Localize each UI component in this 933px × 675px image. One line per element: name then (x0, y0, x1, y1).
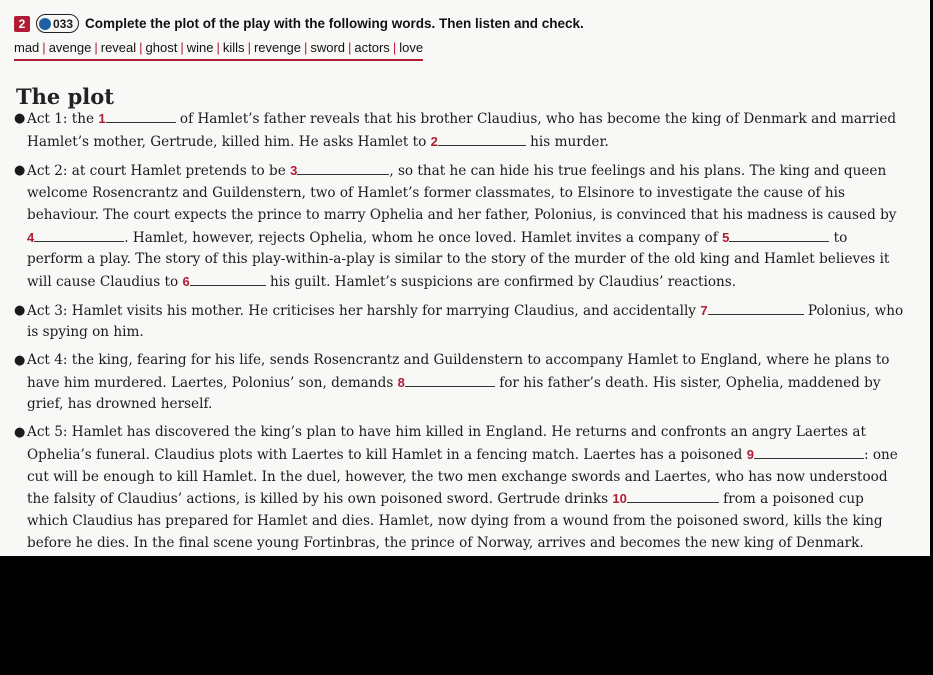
act-2-paragraph: ● Act 2: at court Hamlet pretends to be 3 , so that he can hide his true feelings and his plans. The king and queen welcome Rosencrantz and Guildenstern, two of Hamlet’s former classmates, to Elsinore to investigate the cause of his behaviour. The court expects the prince to marry Ophelia and her father, Polonius, is convinced that his madness is caused by 4 . Hamlet, however, rejects Ophelia, whom he once loved. Hamlet invites a company of 5 to perform a play. The story of this play-within-a-play is similar to the story of the murder of the old king and Hamlet believes it will cause Claudius to 6 his guilt. Hamlet’s suspicions are confirmed by Claudius’ reactions. (27, 160, 907, 293)
word-box-item: actors (354, 40, 390, 55)
act-1-paragraph: ● Act 1: the 1 of Hamlet’s father reveals that his brother Claudius, who has become the king of Denmark and married Hamlet’s mother, Gertrude, killed him. He asks Hamlet to 2 his murder. (27, 108, 907, 153)
word-box-item: mad (14, 40, 40, 55)
act-5-paragraph: ● Act 5: Hamlet has discovered the king’s plan to have him killed in England. He returns and confronts an angry Laertes at Ophelia’s funeral. Claudius plots with Laertes to kill Hamlet in a fencing match. Laertes has a poisoned 9 : one cut will be enough to kill Hamlet. In the duel, however, the two men exchange swords and Laertes, who has now understood the falsity of Claudius’ actions, is killed by his own poisoned sword. Gertrude drinks 10 from a poisoned cup which Claudius has prepared for Hamlet and dies. Hamlet, now dying from a wound from the poisoned sword, kills the king before he dies. In the final scene young Fortinbras, the prince of Norway, arrives and becomes the new king of Denmark. (14, 424, 898, 551)
act-4-paragraph: ● Act 4: the king, fearing for his life, sends Rosencrantz and Guildenstern to accompany Hamlet to England, where he plans to have him murdered. Laertes, Polonius’ son, demands 8 for his father’s death. His sister, Ophelia, maddened by grief, has drowned herself. (14, 352, 890, 413)
blank-2[interactable] (431, 134, 526, 150)
exercise-number: 2 (14, 16, 30, 32)
plot-text (14, 108, 907, 554)
word-box-item: wine (186, 40, 214, 55)
act-label: Act 3: (27, 302, 68, 319)
blank-number: 7 (700, 302, 708, 318)
audio-track-number: 033 (53, 16, 74, 31)
blank-3[interactable] (290, 163, 389, 179)
exercise-instruction: Complete the plot of the play with the following words. Then listen and check. (85, 16, 584, 31)
blank-number: 8 (397, 374, 405, 390)
word-box-item: kills (222, 40, 245, 55)
answer-line[interactable] (729, 228, 829, 242)
answer-line[interactable] (708, 301, 804, 315)
blank-number: 9 (746, 446, 754, 462)
blank-number: 2 (430, 133, 438, 149)
answer-line[interactable] (190, 272, 266, 286)
word-box-item: revenge (253, 40, 301, 55)
blank-number: 3 (290, 163, 298, 179)
word-separator: | (348, 40, 352, 55)
blank-9[interactable] (747, 447, 864, 463)
word-separator: | (247, 40, 251, 55)
word-box-item: reveal (100, 40, 137, 55)
bullet-icon: ● (14, 111, 26, 126)
bullet-icon: ● (14, 163, 26, 179)
blank-number: 6 (182, 273, 190, 289)
answer-line[interactable] (297, 161, 389, 175)
bullet-icon: ● (14, 425, 26, 441)
word-separator: | (216, 40, 220, 55)
word-box-item: ghost (145, 40, 178, 55)
blank-1[interactable] (98, 111, 175, 127)
word-separator: | (139, 40, 143, 55)
bullet-icon: ● (14, 353, 26, 369)
act-label: Act 2: (27, 163, 68, 180)
word-box-item: sword (310, 40, 346, 55)
blank-number: 1 (98, 111, 106, 126)
word-separator: | (392, 40, 397, 55)
act-label: Act 5: (27, 424, 68, 441)
answer-line[interactable] (405, 373, 495, 387)
answer-line[interactable] (438, 132, 526, 146)
blank-7[interactable] (700, 303, 803, 319)
section-title: The plot (16, 84, 114, 109)
answer-line[interactable] (106, 109, 176, 123)
answer-line[interactable] (627, 489, 719, 503)
word-separator: | (180, 40, 184, 55)
answer-line[interactable] (34, 228, 124, 242)
blank-number: 10 (612, 491, 627, 507)
word-box (14, 40, 423, 61)
word-separator: | (94, 40, 98, 55)
bullet-icon: ● (14, 302, 26, 318)
blank-5[interactable] (722, 230, 829, 246)
act-label: Act 1: (27, 111, 68, 127)
word-separator: | (303, 40, 308, 55)
audio-icon (39, 18, 51, 30)
blank-number: 4 (27, 229, 35, 245)
blank-4[interactable] (27, 230, 124, 246)
word-box-item: love (399, 40, 424, 55)
word-separator: | (42, 40, 46, 55)
act-label: Act 4: (27, 352, 68, 369)
act-3-paragraph: ● Act 3: Hamlet visits his mother. He criticises her harshly for marrying Claudius, and accidentally 7 Polonius, who is spying on him. (27, 300, 907, 344)
answer-line[interactable] (754, 445, 864, 459)
blank-6[interactable] (183, 274, 266, 290)
exercise-header (14, 14, 584, 33)
blank-10[interactable] (612, 491, 718, 507)
word-box-item: avenge (48, 40, 92, 55)
audio-track-button[interactable] (36, 14, 79, 33)
blank-number: 5 (722, 229, 730, 245)
blank-8[interactable] (398, 375, 495, 391)
